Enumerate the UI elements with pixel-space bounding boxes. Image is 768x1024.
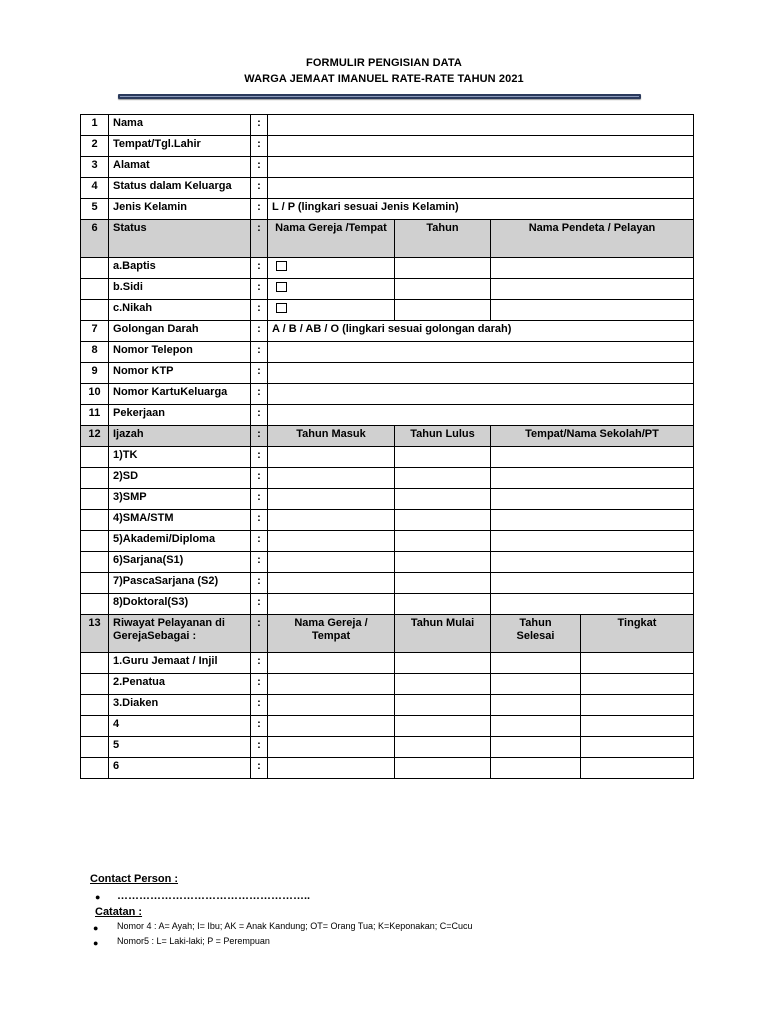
tahun-selesai-cell[interactable] xyxy=(491,653,581,674)
status-row-baptis xyxy=(81,258,694,279)
colon: : xyxy=(251,178,268,199)
column-header-nama-gereja xyxy=(268,615,395,653)
column-header-tahun: Tahun xyxy=(395,220,491,258)
colon: : xyxy=(251,653,268,674)
tahun-mulai-cell[interactable] xyxy=(395,716,491,737)
colon: : xyxy=(251,695,268,716)
form-row-nomor-kk xyxy=(81,384,694,405)
colon: : xyxy=(251,115,268,136)
sekolah-cell[interactable] xyxy=(491,510,694,531)
column-header-tahun-lulus: Tahun Lulus xyxy=(395,426,491,447)
title-divider xyxy=(118,94,641,99)
gereja-cell[interactable] xyxy=(268,737,395,758)
pelayanan-header-row xyxy=(81,615,694,653)
row-number: 6 xyxy=(81,220,109,258)
form-row-alamat xyxy=(81,157,694,178)
gereja-cell[interactable] xyxy=(268,716,395,737)
nama-input[interactable] xyxy=(268,115,694,136)
edu-row xyxy=(81,573,694,594)
sekolah-cell[interactable] xyxy=(491,468,694,489)
nikah-checkbox[interactable] xyxy=(276,303,287,313)
field-label: b.Sidi xyxy=(109,279,251,300)
tahun-selesai-cell[interactable] xyxy=(491,695,581,716)
tahun-mulai-cell[interactable] xyxy=(395,758,491,779)
field-label: 2.Penatua xyxy=(109,674,251,695)
header-line1: Tahun xyxy=(519,617,552,629)
row-number: 7 xyxy=(81,321,109,342)
field-label: 5)Akademi/Diploma xyxy=(109,531,251,552)
tahun-masuk-cell[interactable] xyxy=(268,594,395,615)
sekolah-cell[interactable] xyxy=(491,489,694,510)
edu-row xyxy=(81,489,694,510)
field-label: Nomor Telepon xyxy=(109,342,251,363)
service-row xyxy=(81,695,694,716)
field-label: Alamat xyxy=(109,157,251,178)
contact-person-label: Contact Person : xyxy=(90,873,179,885)
tingkat-cell[interactable] xyxy=(581,716,694,737)
colon: : xyxy=(251,384,268,405)
catatan-label: Catatan : xyxy=(95,906,143,918)
column-header-tahun-mulai: Tahun Mulai xyxy=(395,615,491,653)
alamat-input[interactable] xyxy=(268,157,694,178)
form-title: FORMULIR PENGISIAN DATA xyxy=(306,57,462,69)
field-label-line2: GerejaSebagai : xyxy=(113,630,197,642)
tahun-lulus-cell[interactable] xyxy=(395,468,491,489)
tingkat-cell[interactable] xyxy=(581,695,694,716)
column-header-tempat-sekolah: Tempat/Nama Sekolah/PT xyxy=(491,426,694,447)
bullet-icon: ● xyxy=(95,892,101,902)
gereja-cell[interactable] xyxy=(268,653,395,674)
sekolah-cell[interactable] xyxy=(491,573,694,594)
field-label: Status xyxy=(109,220,251,258)
tahun-masuk-cell[interactable] xyxy=(268,489,395,510)
field-label: Pekerjaan xyxy=(109,405,251,426)
bullet-icon: ● xyxy=(93,923,99,933)
edu-row xyxy=(81,510,694,531)
column-header-nama-pendeta: Nama Pendeta / Pelayan xyxy=(491,220,694,258)
row-number: 1 xyxy=(81,115,109,136)
edu-row xyxy=(81,447,694,468)
tahun-mulai-cell[interactable] xyxy=(395,653,491,674)
form-row-status-keluarga xyxy=(81,178,694,199)
tahun-mulai-cell[interactable] xyxy=(395,674,491,695)
tahun-masuk-cell[interactable] xyxy=(268,468,395,489)
contact-person-dots: …………………………………………….. xyxy=(117,890,311,902)
colon: : xyxy=(251,468,268,489)
edu-row xyxy=(81,531,694,552)
jenis-kelamin-value[interactable]: L / P (lingkari sesuai Jenis Kelamin) xyxy=(268,199,694,220)
field-label: Nama xyxy=(109,115,251,136)
colon: : xyxy=(251,716,268,737)
colon: : xyxy=(251,300,268,321)
colon: : xyxy=(251,342,268,363)
data-form-table xyxy=(80,114,694,779)
field-label: Tempat/Tgl.Lahir xyxy=(109,136,251,157)
colon: : xyxy=(251,426,268,447)
sidi-pendeta[interactable] xyxy=(491,279,694,300)
row-number: 2 xyxy=(81,136,109,157)
field-label: 6)Sarjana(S1) xyxy=(109,552,251,573)
service-row xyxy=(81,716,694,737)
bullet-icon: ● xyxy=(93,938,99,948)
gereja-cell[interactable] xyxy=(268,674,395,695)
tahun-masuk-cell[interactable] xyxy=(268,552,395,573)
status-row-nikah xyxy=(81,300,694,321)
gereja-cell[interactable] xyxy=(268,758,395,779)
field-label: 7)PascaSarjana (S2) xyxy=(109,573,251,594)
row-number: 3 xyxy=(81,157,109,178)
edu-row xyxy=(81,594,694,615)
sekolah-cell[interactable] xyxy=(491,594,694,615)
colon: : xyxy=(251,199,268,220)
colon: : xyxy=(251,321,268,342)
colon: : xyxy=(251,615,268,653)
tahun-masuk-cell[interactable] xyxy=(268,510,395,531)
baptis-tahun[interactable] xyxy=(395,258,491,279)
tahun-selesai-cell[interactable] xyxy=(491,674,581,695)
sidi-cell[interactable] xyxy=(268,279,395,300)
form-subtitle: WARGA JEMAAT IMANUEL RATE-RATE TAHUN 2021 xyxy=(244,73,524,85)
row-number: 9 xyxy=(81,363,109,384)
field-label: 3)SMP xyxy=(109,489,251,510)
nikah-cell[interactable] xyxy=(268,300,395,321)
header-line2: Tempat xyxy=(311,630,351,642)
row-number: 13 xyxy=(81,615,109,653)
tahun-masuk-cell[interactable] xyxy=(268,531,395,552)
colon: : xyxy=(251,258,268,279)
column-header-tingkat: Tingkat xyxy=(581,615,694,653)
sekolah-cell[interactable] xyxy=(491,552,694,573)
field-label: c.Nikah xyxy=(109,300,251,321)
status-keluarga-input[interactable] xyxy=(268,178,694,199)
field-label: 1)TK xyxy=(109,447,251,468)
form-row-nomor-ktp xyxy=(81,363,694,384)
pekerjaan-input[interactable] xyxy=(268,405,694,426)
form-row-tempat-tgl-lahir xyxy=(81,136,694,157)
sidi-tahun[interactable] xyxy=(395,279,491,300)
tahun-mulai-cell[interactable] xyxy=(395,737,491,758)
nomor-kk-input[interactable] xyxy=(268,384,694,405)
ijazah-header-row xyxy=(81,426,694,447)
field-label: Ijazah xyxy=(109,426,251,447)
field-label: 6 xyxy=(109,758,251,779)
nikah-pendeta[interactable] xyxy=(491,300,694,321)
row-number: 12 xyxy=(81,426,109,447)
field-label: Status dalam Keluarga xyxy=(109,178,251,199)
field-label: Nomor KTP xyxy=(109,363,251,384)
tahun-lulus-cell[interactable] xyxy=(395,489,491,510)
header-line2: Selesai xyxy=(516,630,555,642)
field-label: Jenis Kelamin xyxy=(109,199,251,220)
tahun-lulus-cell[interactable] xyxy=(395,594,491,615)
edu-row xyxy=(81,552,694,573)
tempat-tgl-lahir-input[interactable] xyxy=(268,136,694,157)
tahun-selesai-cell[interactable] xyxy=(491,758,581,779)
field-label: 2)SD xyxy=(109,468,251,489)
colon: : xyxy=(251,594,268,615)
nomor-ktp-input[interactable] xyxy=(268,363,694,384)
field-label: 8)Doktoral(S3) xyxy=(109,594,251,615)
tahun-lulus-cell[interactable] xyxy=(395,552,491,573)
field-label: Golongan Darah xyxy=(109,321,251,342)
colon: : xyxy=(251,363,268,384)
colon: : xyxy=(251,758,268,779)
service-row xyxy=(81,674,694,695)
colon: : xyxy=(251,510,268,531)
form-row-golongan-darah xyxy=(81,321,694,342)
field-label: 4 xyxy=(109,716,251,737)
form-row-pekerjaan xyxy=(81,405,694,426)
tahun-masuk-cell[interactable] xyxy=(268,573,395,594)
row-number: 5 xyxy=(81,199,109,220)
tingkat-cell[interactable] xyxy=(581,674,694,695)
field-label-line1: Riwayat Pelayanan di xyxy=(113,617,225,629)
colon: : xyxy=(251,531,268,552)
tahun-lulus-cell[interactable] xyxy=(395,573,491,594)
baptis-cell[interactable] xyxy=(268,258,395,279)
tahun-lulus-cell[interactable] xyxy=(395,510,491,531)
service-row xyxy=(81,737,694,758)
row-number: 8 xyxy=(81,342,109,363)
field-label: 1.Guru Jemaat / Injil xyxy=(109,653,251,674)
nikah-tahun[interactable] xyxy=(395,300,491,321)
field-label: a.Baptis xyxy=(109,258,251,279)
tingkat-cell[interactable] xyxy=(581,653,694,674)
tingkat-cell[interactable] xyxy=(581,758,694,779)
row-number: 4 xyxy=(81,178,109,199)
note-nomor-4: Nomor 4 : A= Ayah; I= Ibu; AK = Anak Kandung; OT= Orang Tua; K=Keponakan; C=Cucu xyxy=(117,921,473,931)
colon: : xyxy=(251,447,268,468)
tahun-lulus-cell[interactable] xyxy=(395,531,491,552)
tahun-mulai-cell[interactable] xyxy=(395,695,491,716)
baptis-pendeta[interactable] xyxy=(491,258,694,279)
field-label xyxy=(109,615,251,653)
tahun-selesai-cell[interactable] xyxy=(491,737,581,758)
tahun-selesai-cell[interactable] xyxy=(491,716,581,737)
service-row xyxy=(81,653,694,674)
service-row xyxy=(81,758,694,779)
colon: : xyxy=(251,405,268,426)
header-line1: Nama Gereja / xyxy=(294,617,368,629)
row-number: 11 xyxy=(81,405,109,426)
edu-row xyxy=(81,468,694,489)
field-label: 4)SMA/STM xyxy=(109,510,251,531)
gereja-cell[interactable] xyxy=(268,695,395,716)
form-row-jenis-kelamin xyxy=(81,199,694,220)
form-row-nomor-telepon xyxy=(81,342,694,363)
colon: : xyxy=(251,279,268,300)
column-header-nama-gereja: Nama Gereja /Tempat xyxy=(268,220,395,258)
tingkat-cell[interactable] xyxy=(581,737,694,758)
field-label: 5 xyxy=(109,737,251,758)
colon: : xyxy=(251,573,268,594)
colon: : xyxy=(251,157,268,178)
status-header-row xyxy=(81,220,694,258)
colon: : xyxy=(251,552,268,573)
sekolah-cell[interactable] xyxy=(491,447,694,468)
form-row-nama xyxy=(81,115,694,136)
sidi-checkbox[interactable] xyxy=(276,282,287,292)
column-header-tahun-masuk: Tahun Masuk xyxy=(268,426,395,447)
colon: : xyxy=(251,737,268,758)
baptis-checkbox[interactable] xyxy=(276,261,287,271)
field-label: 3.Diaken xyxy=(109,695,251,716)
colon: : xyxy=(251,136,268,157)
status-row-sidi xyxy=(81,279,694,300)
field-label: Nomor KartuKeluarga xyxy=(109,384,251,405)
nomor-telepon-input[interactable] xyxy=(268,342,694,363)
tahun-lulus-cell[interactable] xyxy=(395,447,491,468)
colon: : xyxy=(251,674,268,695)
sekolah-cell[interactable] xyxy=(491,531,694,552)
tahun-masuk-cell[interactable] xyxy=(268,447,395,468)
note-nomor-5: Nomor5 : L= Laki-laki; P = Perempuan xyxy=(117,936,270,946)
colon: : xyxy=(251,489,268,510)
golongan-darah-value[interactable]: A / B / AB / O (lingkari sesuai golongan darah) xyxy=(268,321,694,342)
colon: : xyxy=(251,220,268,258)
column-header-tahun-selesai xyxy=(491,615,581,653)
row-number: 10 xyxy=(81,384,109,405)
